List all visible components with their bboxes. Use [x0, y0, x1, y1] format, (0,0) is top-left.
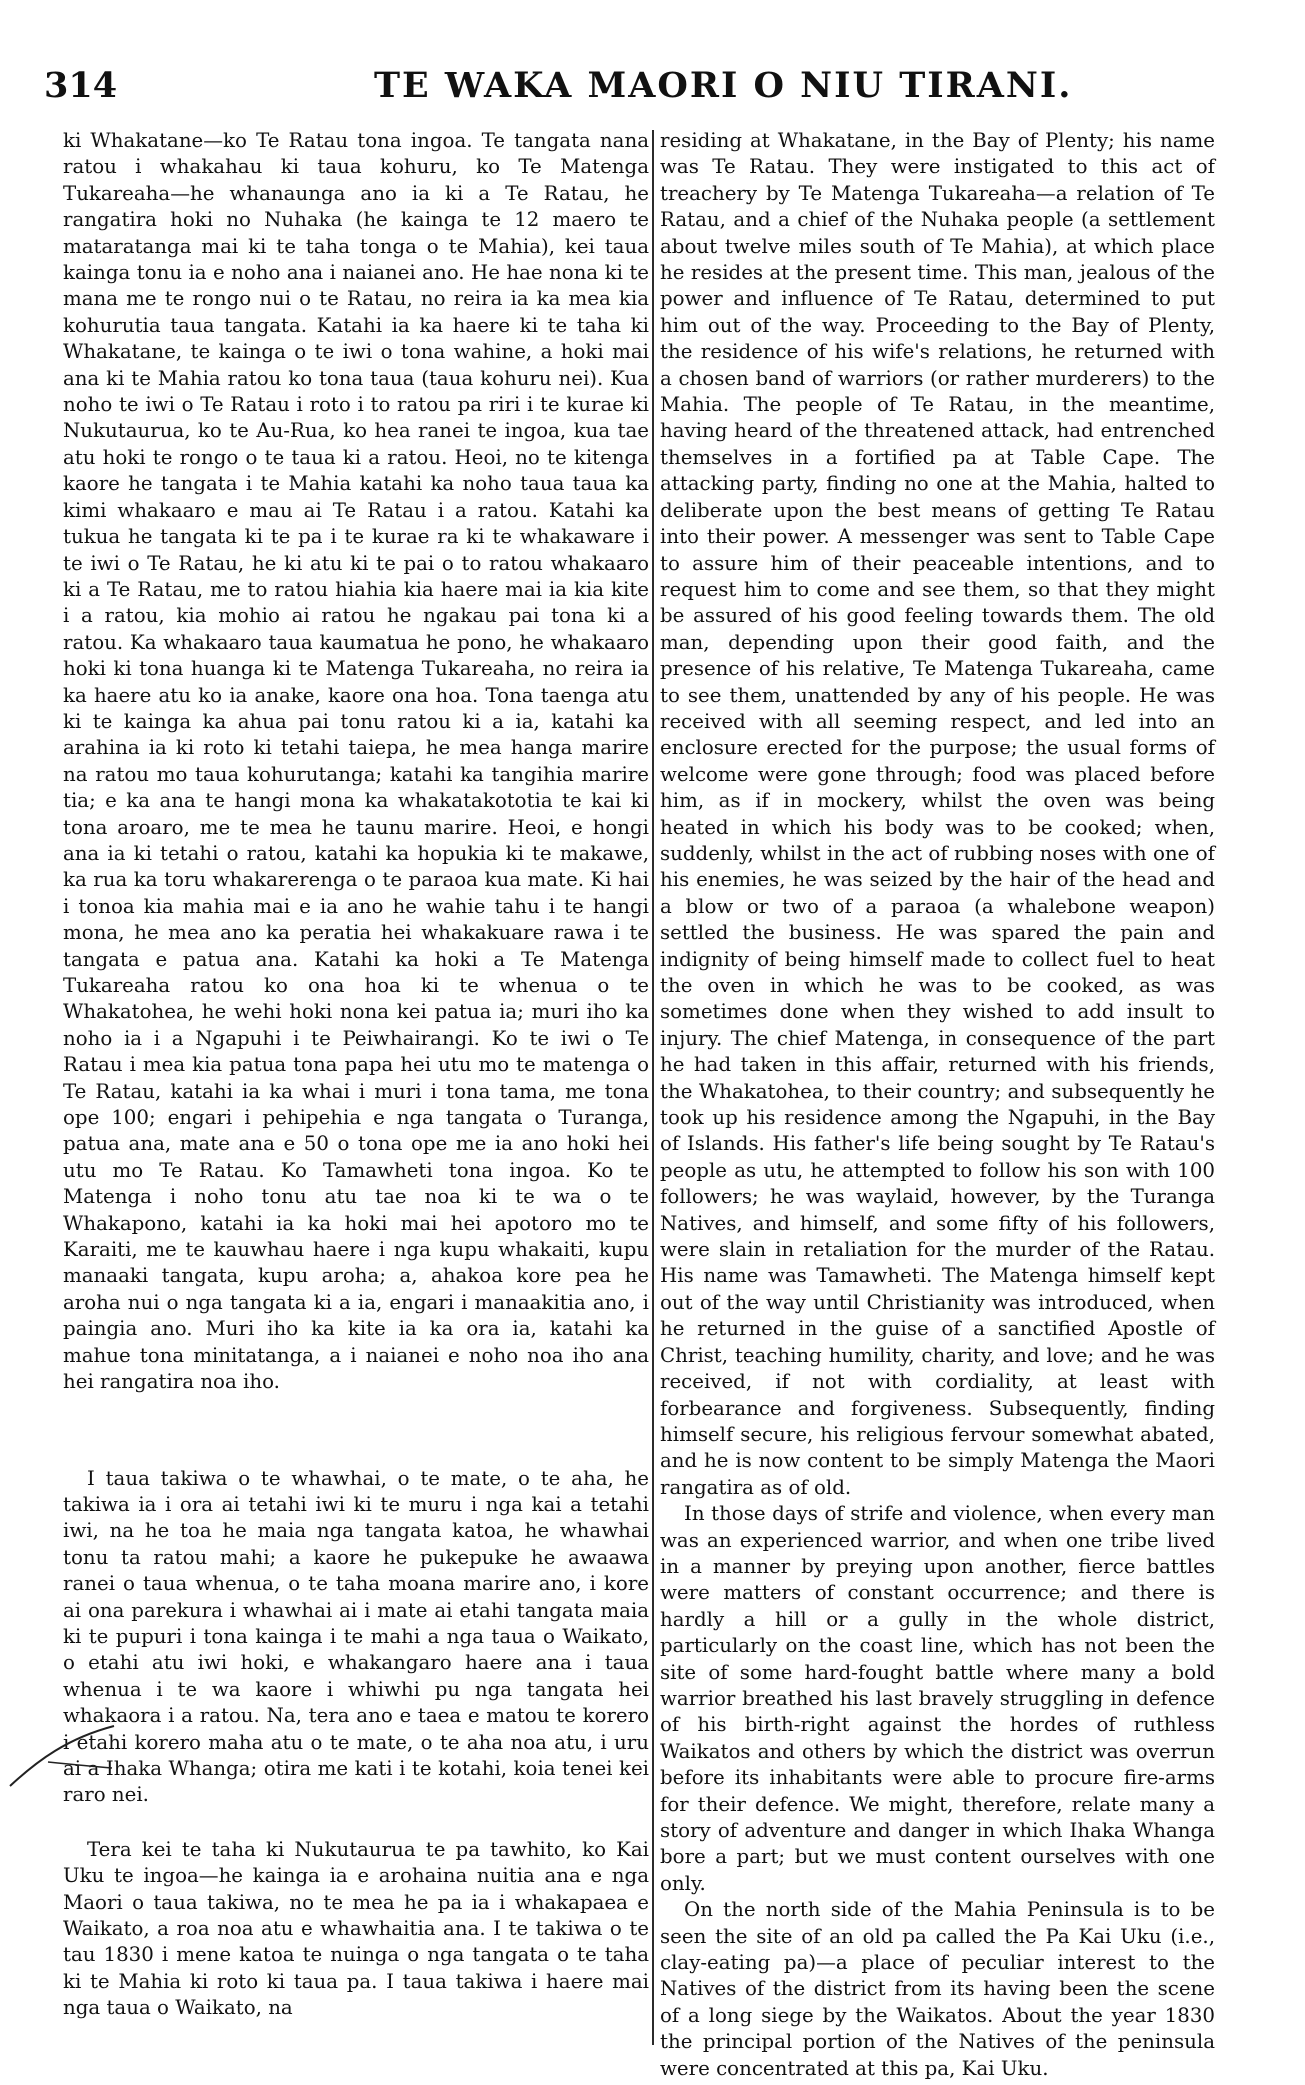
english-text-column	[660, 128, 1215, 2082]
page-header	[44, 58, 1244, 114]
maori-paragraph-3: Tera kei te taha ki Nukutaurua te pa tawhito, ko Kai Uku te ingoa—he kainga ia e arohaina nuitia ana e nga Maori o taua takiwa, no te mea he pa ia i whakapaea e Waikato, a roa noa atu e whawhaitia ana. I te takiwa o te tau 1830 i mene katoa te nuinga o nga tangata o te taha ki te Mahia ki roto ki taua pa. I taua takiwa i haere mai nga taua o Waikato, na	[63, 1837, 649, 2020]
running-title: TE WAKA MAORI O NIU TIRANI.	[374, 65, 1073, 106]
maori-paragraph-1: ki Whakatane—ko Te Ratau tona ingoa. Te tangata nana ratou i whakahau ki taua kohuru, ko Te Matenga Tukareaha—he whanaunga ano ia ki a Te Ratau, he rangatira hoki no Nuhaka (he kainga te 12 maero te mataratanga mai ki te taha tonga o te Mahia), kei taua kainga tonu ia e noho ana i naianei ano. He hae nona ki te mana me te rongo nui o te Ratau, no reira ia ka mea kia kohurutia taua tangata. Katahi ia ka haere ki te taha ki Whakatane, te kainga o te iwi o tona wahine, a hoki mai ana ki te Mahia ratou ko tona taua (taua kohuru nei). Kua noho te iwi o Te Ratau i roto i to ratou pa riri i te kurae ki Nukutaurua, ko te Au-Rua, ko hea ranei te ingoa, kua tae atu hoki te rongo o te taua ki a ratou. Heoi, no te kitenga kaore he tangata i te Mahia katahi ka noho taua taua ka kimi whakaaro e mau ai Te Ratau i a ratou. Katahi ka tukua he tangata ki te pa i te kurae ra ki te whakaware i te iwi o Te Ratau, he ki atu ki te pai o to ratou whakaaro ki a Te Ratau, me to ratou hiahia kia haere mai ia kia kite i a ratou, kia mohio ai ratou he ngakau pai tona ki a ratou. Ka whakaaro taua kaumatua he pono, he whakaaro hoki ki tona huanga ki te Matenga Tukareaha, no reira ia ka haere atu ko ia anake, kaore ona hoa. Tona taenga atu ki te kainga ka ahua pai tonu ratou ki a ia, katahi ka arahina ia ki roto ki tetahi taiepa, he mea hanga marire na ratou mo taua kohurutanga; katahi ka tangihia marire tia; e ka ana te hangi mona ka whakatakototia te kai ki tona aroaro, me te mea he taunu marire. Heoi, e hongi ana ia ki tetahi o ratou, katahi ka hopukia ki te makawe, ka rua ka toru whakarerenga o te paraoa kua mate. Ki hai i tonoa kia mahia mai e ia ano he wahie tahu i te hangi mona, he mea ano ka peratia hei whakakuare rawa i te tangata e patua ana. Katahi ka hoki a Te Matenga Tukareaha ratou ko ona hoa ki te whenua o te Whakatohea, he wehi hoki nona kei patua ia; muri iho ka noho ia i a Ngapuhi i te Peiwhairangi. Ko te iwi o Te Ratau i mea kia patua tona papa hei utu mo te matenga o Te Ratau, katahi ia ka whai i muri i tona tama, me tona ope 100; engari i pehipehia e nga tangata o Turanga, patua ana, mate ana e 50 o tona ope me ia ano hoki hei utu mo Te Ratau. Ko Tamawheti tona ingoa. Ko te Matenga i noho tonu atu tae noa ki te wa o te Whakapono, katahi ia ka hoki mai hei apotoro mo te Karaiti, me te kauwhau haere i nga kupu whakaiti, kupu manaaki tangata, kupu aroha; a, ahakoa kore pea he aroha nui o nga tangata ki a ia, engari i manaakitia ano, i paingia ano. Muri iho ka kite ia ka ora ia, katahi ka mahue tona minitatanga, a i naianei e noho noa iho ana hei rangatira noa iho.	[63, 129, 649, 1394]
column-divider	[652, 130, 654, 2045]
maori-paragraph-2: I taua takiwa o te whawhai, o te mate, o te aha, he takiwa ia i ora ai tetahi iwi ki te muru i nga kai a tetahi iwi, na he toa he maia nga tangata katoa, he whawhai tonu ta ratou mahi; a kaore he pukepuke he awaawa ranei o taua whenua, o te taha moana marire ano, i kore ai ona parekura i whawhai ai i mate ai etahi tangata maia ki te pupuri i tona kainga i te mahi a nga taua o Waikato, o etahi atu iwi hoki, e whakangaro haere ana i taua whenua i te wa kaore i whiwhi pu nga tangata hei whakaora i a ratou. Na, tera ano e taea e matou te korero i etahi korero maha atu o te mate, o te aha noa atu, i uru ai a Ihaka Whanga; otira me kati i te kotahi, koia tenei kei raro nei.	[63, 1466, 649, 1807]
english-paragraph-1: residing at Whakatane, in the Bay of Plenty; his name was Te Ratau. They were instigated to this act of treachery by Te Matenga Tukareaha—a relation of Te Ratau, and a chief of the Nuhaka people (a settlement about twelve miles south of Te Mahia), at which place he resides at the present time. This man, jealous of the power and influence of Te Ratau, determined to put him out of the way. Proceeding to the Bay of Plenty, the residence of his wife's relations, he returned with a chosen band of warriors (or rather murderers) to the Mahia. The people of Te Ratau, in the meantime, having heard of the threatened attack, had entrenched themselves in a fortified pa at Table Cape. The attacking party, finding no one at the Mahia, halted to deliberate upon the best means of getting Te Ratau into their power. A messenger was sent to Table Cape to assure him of their peaceable intentions, and to request him to come and see them, so that they might be assured of his good feeling towards them. The old man, depending upon their good faith, and the presence of his relative, Te Matenga Tukareaha, came to see them, unattended by any of his people. He was received with all seeming respect, and led into an enclosure erected for the purpose; the usual forms of welcome were gone through; food was placed before him, as if in mockery, whilst the oven was being heated in which his body was to be cooked; when, suddenly, whilst in the act of rubbing noses with one of his enemies, he was seized by the hair of the head and a blow or two of a paraoa (a whalebone weapon) settled the business. He was spared the pain and indignity of being himself made to collect fuel to heat the oven in which he was to be cooked, as was sometimes done when they wished to add insult to injury. The chief Matenga, in consequence of the part he had taken in this affair, returned with his friends, the Whakatohea, to their country; and subsequently he took up his residence among the Ngapuhi, in the Bay of Islands. His father's life being sought by Te Ratau's people as utu, he attempted to follow his son with 100 followers; he was waylaid, however, by the Turanga Natives, and himself, and some fifty of his followers, were slain in retaliation for the murder of the Ratau. His name was Tamawheti. The Matenga himself kept out of the way until Christianity was introduced, when he returned in the guise of a sanctified Apostle of Christ, teaching humility, charity, and love; and he was received, if not with cordiality, at least with forbearance and forgiveness. Subsequently, finding himself secure, his religious fervour somewhat abated, and he is now content to be simply Matenga the Maori rangatira as of old.	[660, 129, 1215, 1499]
pencil-mark-icon	[8, 1720, 118, 1790]
english-paragraph-2: In those days of strife and violence, when every man was an experienced warrior, and when one tribe lived in a manner by preying upon another, fierce battles were matters of constant occurrence; and there is hardly a hill or a gully in the whole district, particularly on the coast line, which has not been the site of some hard-fought battle where many a bold warrior breathed his last bravely struggling in defence of his birth-right against the hordes of ruthless Waikatos and others by which the district was overrun before its inhabitants were able to procure fire-arms for their defence. We might, therefore, relate many a story of adventure and danger in which Ihaka Whanga bore a part; but we must content ourselves with one only.	[660, 1502, 1215, 1895]
english-paragraph-3: On the north side of the Mahia Peninsula is to be seen the site of an old pa called the Pa Kai Uku (i.e., clay-eating pa)—a place of peculiar interest to the Natives of the district from its having been the scene of a long siege by the Waikatos. About the year 1830 the principal portion of the Natives of the peninsula were concentrated at this pa, Kai Uku.	[660, 1898, 1215, 2080]
page-number: 314	[44, 65, 118, 106]
maori-text-column	[63, 128, 649, 2022]
